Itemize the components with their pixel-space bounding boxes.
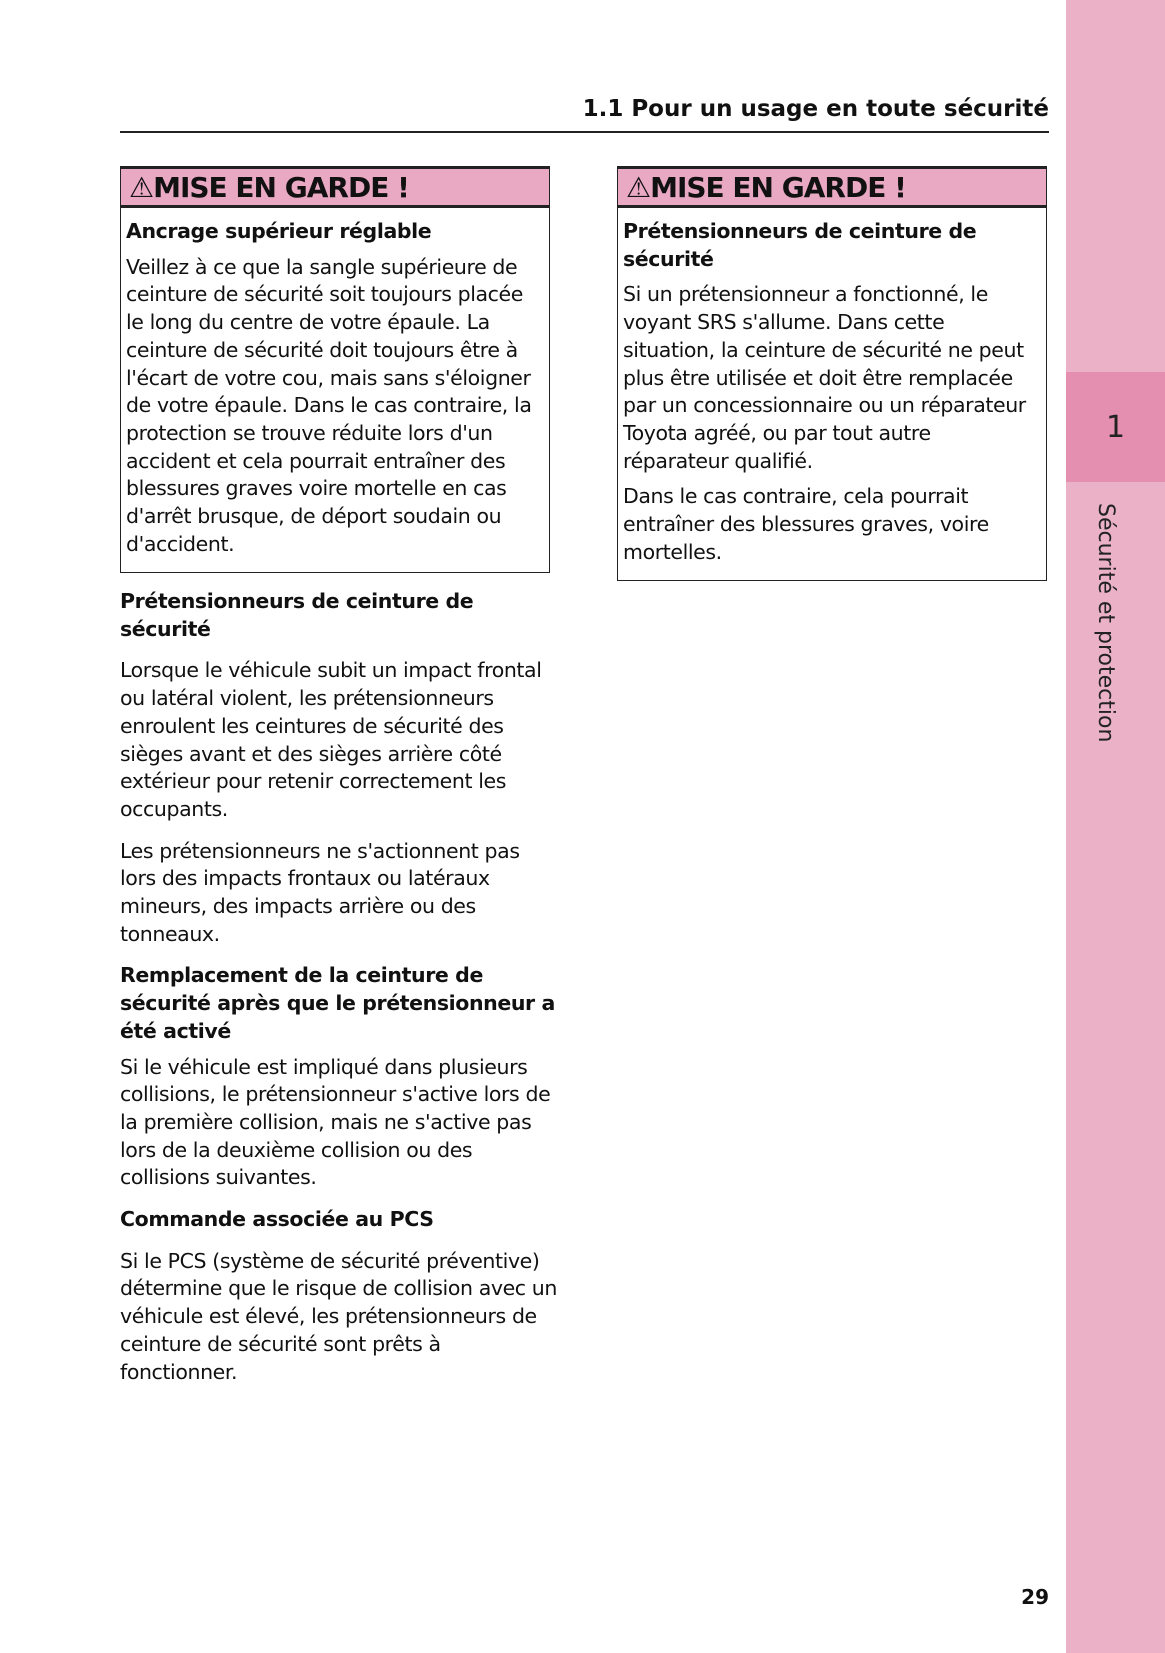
paragraph: Lorsque le véhicule subit un impact frontal ou latéral violent, les prétensionneurs enroulent les ceintures de sécurité des sièges avant et des sièges arrière côté extérieur pour retenir correctement les occupants. — [120, 658, 542, 821]
warning-icon: ⚠ — [626, 171, 651, 204]
section-heading: Remplacement de la ceinture de sécurité après que le prétensionneur a été activé — [120, 963, 555, 1043]
header-rule — [120, 131, 1049, 133]
paragraph: Si le PCS (système de sécurité préventive) détermine que le risque de collision avec un véhicule est élevé, les prétensionneurs de ceinture de sécurité sont prêts à fonctionner. — [120, 1248, 557, 1384]
page-number: 29 — [1021, 1585, 1049, 1609]
paragraph: Si le véhicule est impliqué dans plusieurs collisions, le prétensionneur s'active lors de la première collision, mais ne s'active pas lors de la deuxième collision ou des collisions suivantes. — [120, 1054, 551, 1190]
section-heading: Commande associée au PCS — [120, 1207, 434, 1232]
chapter-tab: 1 — [1066, 372, 1165, 482]
warning-title: MISE EN GARDE ! — [650, 171, 906, 204]
chapter-sidebar — [1066, 0, 1165, 1653]
warning-header — [618, 167, 1046, 208]
chapter-label: Sécurité et protection — [1093, 503, 1118, 743]
warning-icon: ⚠ — [129, 171, 154, 204]
section-title: 1.1 Pour un usage en toute sécurité — [582, 96, 1049, 122]
warning-text: Si un prétensionneur a fonctionné, le voyant SRS s'allume. Dans cette situation, la ceinture de sécurité ne peut plus être utilisée et doit être remplacée par un concessionnaire ou un réparateur Toyota agréé, ou par tout autre réparateur qualifié. — [623, 282, 1026, 473]
warning-heading: Ancrage supérieur réglable — [126, 219, 432, 243]
paragraph: Les prétensionneurs ne s'actionnent pas lors des impacts frontaux ou latéraux mineurs, des impacts arrière ou des tonneaux. — [120, 838, 520, 946]
warning-box-2 — [617, 166, 1047, 581]
warning-heading: Prétensionneurs de ceinture de sécurité — [623, 219, 977, 271]
warning-box-1 — [120, 166, 550, 573]
warning-header — [121, 167, 549, 208]
warning-text: Veillez à ce que la sangle supérieure de ceinture de sécurité soit toujours placée le long du centre de votre épaule. La ceinture de sécurité doit toujours être à l'écart de votre cou, mais sans s'éloigner de votre épaule. Dans le cas contraire, la protection se trouve réduite lors d'un accident et cela pourrait entraîner des blessures graves voire mortelle en cas d'arrêt brusque, de déport soudain ou d'accident. — [126, 254, 532, 556]
main-text — [120, 588, 560, 1400]
warning-text: Dans le cas contraire, cela pourrait entraîner des blessures graves, voire mortelles. — [623, 484, 989, 564]
section-heading: Prétensionneurs de ceinture de sécurité — [120, 589, 474, 641]
warning-title: MISE EN GARDE ! — [153, 171, 409, 204]
